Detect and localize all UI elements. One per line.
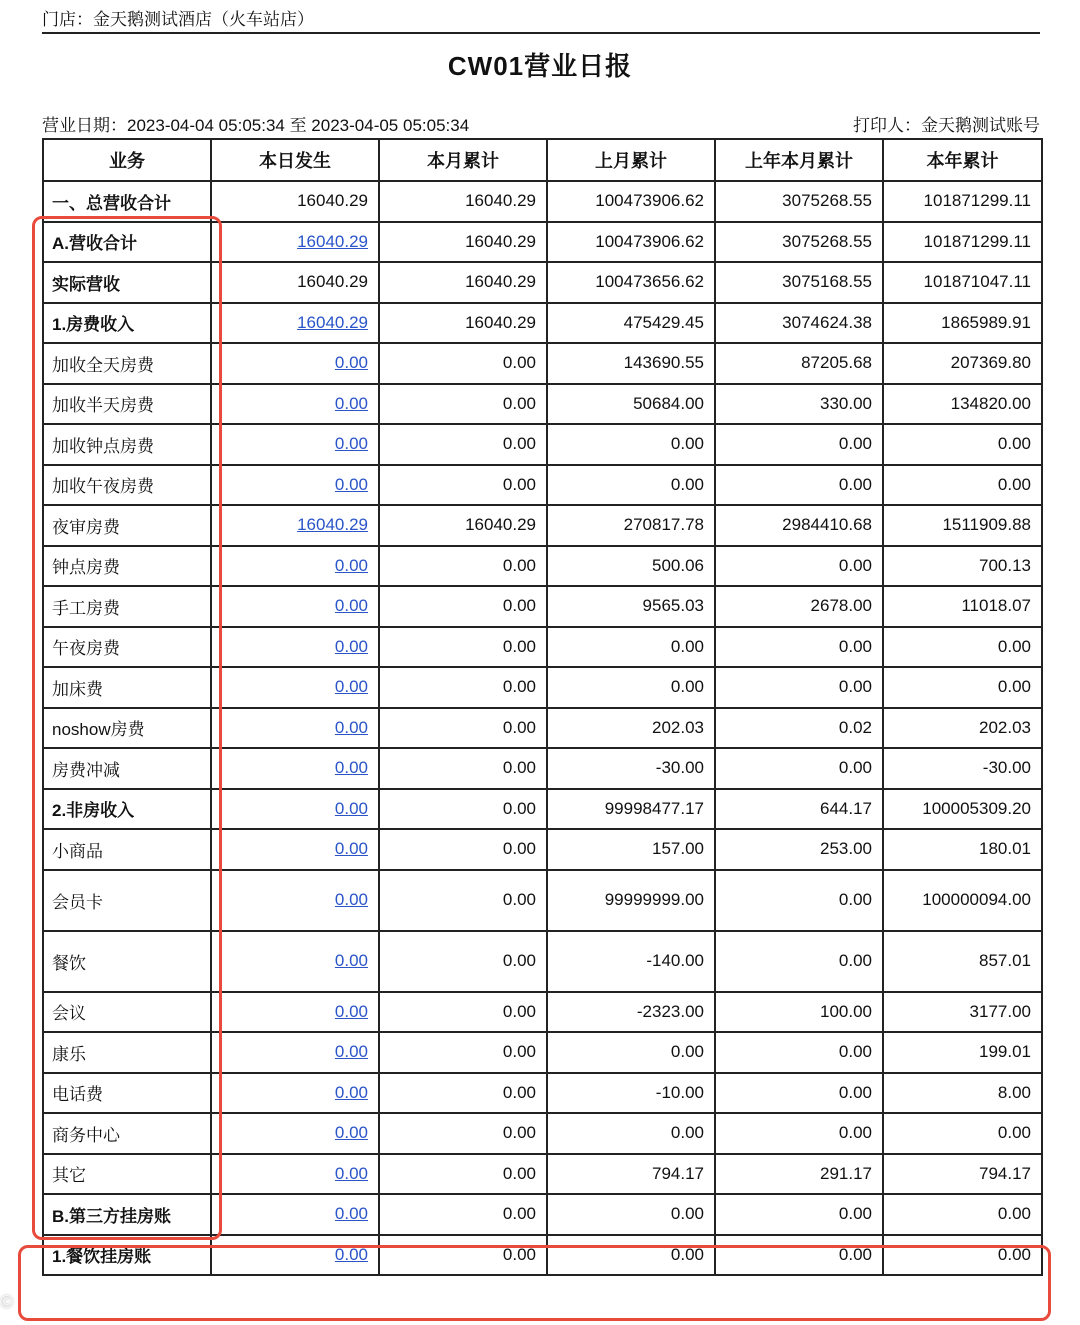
page-title: CW01营业日报: [447, 51, 633, 81]
month-to-date-value-cell: 16040.29: [379, 505, 547, 546]
today-value-cell: [211, 667, 379, 708]
last-month-value-cell: 0.00: [547, 1235, 715, 1276]
last-month-value-cell: 0.00: [547, 1113, 715, 1154]
month-to-date-value-cell: 0.00: [379, 870, 547, 931]
row-label: 2.非房收入: [43, 789, 211, 830]
today-value-link[interactable]: 16040.29: [297, 312, 368, 332]
last-month-value-cell: -30.00: [547, 748, 715, 789]
last-year-month-value-cell: 0.00: [715, 424, 883, 465]
today-value-cell: 16040.29: [211, 262, 379, 303]
last-month-value-cell: 100473656.62: [547, 262, 715, 303]
today-value-cell: [211, 870, 379, 931]
last-month-value-cell: 143690.55: [547, 343, 715, 384]
today-value-cell: [211, 586, 379, 627]
year-to-date-value-cell: 0.00: [883, 667, 1042, 708]
last-month-value-cell: 50684.00: [547, 384, 715, 425]
printer-label: 打印人：金天鹅测试账号: [853, 116, 1040, 135]
year-to-date-value-cell: 0.00: [883, 1113, 1042, 1154]
today-value-link[interactable]: 0.00: [334, 951, 368, 970]
table-row: [43, 586, 1042, 627]
table-row: [43, 424, 1042, 465]
last-month-value-cell: 0.00: [547, 1032, 715, 1073]
year-to-date-value-cell: 3177.00: [883, 992, 1042, 1033]
today-value-link[interactable]: 0.00: [334, 1163, 368, 1183]
year-to-date-value-cell: 11018.07: [883, 586, 1042, 627]
last-year-month-value-cell: 3075268.55: [715, 181, 883, 222]
table-row: [43, 303, 1042, 344]
month-to-date-value-cell: 0.00: [379, 1235, 547, 1276]
row-label: 康乐: [43, 1032, 211, 1073]
watermark-icon: ©: [0, 1292, 14, 1312]
today-value-cell: [211, 303, 379, 344]
year-to-date-value-cell: 202.03: [883, 708, 1042, 749]
month-to-date-value-cell: 16040.29: [379, 181, 547, 222]
last-month-value-cell: 794.17: [547, 1154, 715, 1195]
month-to-date-value-cell: 0.00: [379, 992, 547, 1033]
today-value-cell: [211, 384, 379, 425]
last-month-value-cell: 0.00: [547, 424, 715, 465]
last-month-value-cell: 0.00: [547, 465, 715, 506]
year-to-date-value-cell: 199.01: [883, 1032, 1042, 1073]
last-month-value-cell: 9565.03: [547, 586, 715, 627]
last-year-month-value-cell: 0.00: [715, 1235, 883, 1276]
row-label: 加收钟点房费: [43, 424, 211, 465]
row-label: 加收半天房费: [43, 384, 211, 425]
last-year-month-value-cell: 253.00: [715, 829, 883, 870]
table-row: [43, 181, 1042, 222]
row-label: 商务中心: [43, 1113, 211, 1154]
today-value-cell: [211, 1194, 379, 1235]
month-to-date-value-cell: 0.00: [379, 384, 547, 425]
row-label: 1.餐饮挂房账: [43, 1235, 211, 1276]
today-value-cell: [211, 829, 379, 870]
table-row: [43, 992, 1042, 1033]
table-row: [43, 829, 1042, 870]
table-row: [43, 1154, 1042, 1195]
column-header-last-year-month: 上年本月累计: [715, 139, 883, 181]
last-month-value-cell: 500.06: [547, 546, 715, 587]
month-to-date-value-cell: 0.00: [379, 1032, 547, 1073]
row-label: 餐饮: [43, 931, 211, 992]
table-row: [43, 931, 1042, 992]
month-to-date-value-cell: 0.00: [379, 627, 547, 668]
row-label: 其它: [43, 1154, 211, 1195]
row-label: 1.房费收入: [43, 303, 211, 344]
year-to-date-value-cell: 0.00: [883, 465, 1042, 506]
year-to-date-value-cell: 794.17: [883, 1154, 1042, 1195]
last-year-month-value-cell: 330.00: [715, 384, 883, 425]
year-to-date-value-cell: 207369.80: [883, 343, 1042, 384]
row-label: B.第三方挂房账: [43, 1194, 211, 1235]
last-year-month-value-cell: 0.00: [715, 1073, 883, 1114]
month-to-date-value-cell: 0.00: [379, 343, 547, 384]
today-value-cell: [211, 1235, 379, 1276]
today-value-cell: [211, 1032, 379, 1073]
table-row: [43, 667, 1042, 708]
row-label: 会员卡: [43, 870, 211, 931]
year-to-date-value-cell: -30.00: [883, 748, 1042, 789]
last-year-month-value-cell: 3074624.38: [715, 303, 883, 344]
today-value-cell: [211, 1073, 379, 1114]
business-date-range: 营业日期：2023-04-04 05:05:34 至 2023-04-05 05:05:34: [42, 116, 470, 135]
month-to-date-value-cell: 0.00: [379, 465, 547, 506]
table-row: [43, 1073, 1042, 1114]
month-to-date-value-cell: 0.00: [379, 1073, 547, 1114]
today-value-cell: [211, 1154, 379, 1195]
row-label: 手工房费: [43, 586, 211, 627]
table-row: [43, 546, 1042, 587]
last-month-value-cell: -140.00: [547, 931, 715, 992]
row-label: 加收全天房费: [43, 343, 211, 384]
month-to-date-value-cell: 0.00: [379, 1194, 547, 1235]
today-value-link[interactable]: 0.00: [334, 890, 368, 909]
last-month-value-cell: 0.00: [547, 667, 715, 708]
today-value-cell: [211, 1113, 379, 1154]
today-value-link[interactable]: 0.00: [334, 717, 368, 737]
today-value-cell: [211, 789, 379, 830]
row-label: 夜审房费: [43, 505, 211, 546]
last-year-month-value-cell: 0.00: [715, 870, 883, 931]
row-label: noshow房费: [43, 708, 211, 749]
table-row: [43, 262, 1042, 303]
last-month-value-cell: 270817.78: [547, 505, 715, 546]
last-year-month-value-cell: 0.00: [715, 546, 883, 587]
last-year-month-value-cell: 0.00: [715, 931, 883, 992]
year-to-date-value-cell: 700.13: [883, 546, 1042, 587]
today-value-cell: [211, 931, 379, 992]
today-value-cell: [211, 343, 379, 384]
table-row: [43, 1235, 1042, 1276]
table-row: [43, 1032, 1042, 1073]
last-year-month-value-cell: 3075268.55: [715, 222, 883, 263]
today-value-link[interactable]: 0.00: [334, 474, 368, 494]
today-value-link[interactable]: 0.00: [334, 1204, 368, 1224]
table-row: [43, 789, 1042, 830]
year-to-date-value-cell: 0.00: [883, 1235, 1042, 1276]
last-year-month-value-cell: 0.00: [715, 1194, 883, 1235]
last-year-month-value-cell: 644.17: [715, 789, 883, 830]
today-value-link[interactable]: 0.00: [334, 393, 368, 413]
month-to-date-value-cell: 0.00: [379, 931, 547, 992]
today-value-cell: [211, 424, 379, 465]
today-value-cell: [211, 222, 379, 263]
last-month-value-cell: 100473906.62: [547, 181, 715, 222]
today-value-link[interactable]: 0.00: [334, 758, 368, 778]
table-row: [43, 222, 1042, 263]
today-value-link[interactable]: 0.00: [334, 1082, 368, 1102]
month-to-date-value-cell: 16040.29: [379, 262, 547, 303]
row-label: 午夜房费: [43, 627, 211, 668]
today-value-link[interactable]: 0.00: [334, 1244, 368, 1264]
month-to-date-value-cell: 16040.29: [379, 222, 547, 263]
column-header-business: 业务: [43, 139, 211, 181]
year-to-date-value-cell: 0.00: [883, 424, 1042, 465]
table-row: [43, 708, 1042, 749]
month-to-date-value-cell: 0.00: [379, 1154, 547, 1195]
month-to-date-value-cell: 0.00: [379, 546, 547, 587]
today-value-link[interactable]: 16040.29: [297, 231, 368, 251]
report-meta: [42, 114, 1040, 138]
last-year-month-value-cell: 3075168.55: [715, 262, 883, 303]
table-row: [43, 465, 1042, 506]
daily-report-table: [42, 138, 1043, 1276]
today-value-cell: [211, 546, 379, 587]
month-to-date-value-cell: 0.00: [379, 708, 547, 749]
row-label: 电话费: [43, 1073, 211, 1114]
last-year-month-value-cell: 2678.00: [715, 586, 883, 627]
month-to-date-value-cell: 0.00: [379, 829, 547, 870]
table-row: [43, 384, 1042, 425]
row-label: 会议: [43, 992, 211, 1033]
row-label: 实际营收: [43, 262, 211, 303]
today-value-link[interactable]: 0.00: [334, 353, 368, 373]
year-to-date-value-cell: 180.01: [883, 829, 1042, 870]
month-to-date-value-cell: 0.00: [379, 748, 547, 789]
today-value-link[interactable]: 0.00: [334, 1042, 368, 1062]
last-month-value-cell: 99999999.00: [547, 870, 715, 931]
month-to-date-value-cell: 0.00: [379, 1113, 547, 1154]
today-value-cell: [211, 627, 379, 668]
today-value-link[interactable]: 0.00: [334, 839, 368, 859]
year-to-date-value-cell: 100005309.20: [883, 789, 1042, 830]
last-year-month-value-cell: 2984410.68: [715, 505, 883, 546]
last-year-month-value-cell: 0.00: [715, 1113, 883, 1154]
row-label: 房费冲减: [43, 748, 211, 789]
today-value-link[interactable]: 0.00: [334, 1123, 368, 1143]
year-to-date-value-cell: 101871299.11: [883, 222, 1042, 263]
last-month-value-cell: 202.03: [547, 708, 715, 749]
last-year-month-value-cell: 0.00: [715, 748, 883, 789]
table-row: [43, 748, 1042, 789]
table-row: [43, 627, 1042, 668]
last-year-month-value-cell: 0.00: [715, 627, 883, 668]
year-to-date-value-cell: 101871047.11: [883, 262, 1042, 303]
year-to-date-value-cell: 857.01: [883, 931, 1042, 992]
today-value-link[interactable]: 0.00: [334, 596, 368, 616]
last-month-value-cell: 100473906.62: [547, 222, 715, 263]
row-label: 小商品: [43, 829, 211, 870]
last-month-value-cell: 0.00: [547, 1194, 715, 1235]
column-header-today: 本日发生: [211, 139, 379, 181]
today-value-link[interactable]: 0.00: [334, 798, 368, 818]
month-to-date-value-cell: 0.00: [379, 667, 547, 708]
today-value-cell: [211, 505, 379, 546]
today-value-cell: [211, 465, 379, 506]
year-to-date-value-cell: 101871299.11: [883, 181, 1042, 222]
row-label: 钟点房费: [43, 546, 211, 587]
today-value-cell: 16040.29: [211, 181, 379, 222]
today-value-link[interactable]: 0.00: [334, 434, 368, 454]
month-to-date-value-cell: 0.00: [379, 789, 547, 830]
last-month-value-cell: 99998477.17: [547, 789, 715, 830]
today-value-cell: [211, 708, 379, 749]
year-to-date-value-cell: 0.00: [883, 627, 1042, 668]
month-to-date-value-cell: 0.00: [379, 424, 547, 465]
today-value-link[interactable]: 0.00: [334, 636, 368, 656]
last-year-month-value-cell: 87205.68: [715, 343, 883, 384]
year-to-date-value-cell: 134820.00: [883, 384, 1042, 425]
year-to-date-value-cell: 1511909.88: [883, 505, 1042, 546]
year-to-date-value-cell: 8.00: [883, 1073, 1042, 1114]
last-year-month-value-cell: 0.02: [715, 708, 883, 749]
row-label: 一、总营收合计: [43, 181, 211, 222]
year-to-date-value-cell: 1865989.91: [883, 303, 1042, 344]
table-row: [43, 1113, 1042, 1154]
table-row: [43, 343, 1042, 384]
last-year-month-value-cell: 0.00: [715, 667, 883, 708]
today-value-link[interactable]: 0.00: [334, 1001, 368, 1021]
last-month-value-cell: 157.00: [547, 829, 715, 870]
table-row: [43, 870, 1042, 931]
table-row: [43, 505, 1042, 546]
table-row: [43, 1194, 1042, 1235]
month-to-date-value-cell: 16040.29: [379, 303, 547, 344]
last-year-month-value-cell: 0.00: [715, 1032, 883, 1073]
last-month-value-cell: -2323.00: [547, 992, 715, 1033]
last-month-value-cell: -10.00: [547, 1073, 715, 1114]
today-value-link[interactable]: 16040.29: [297, 515, 368, 535]
today-value-cell: [211, 992, 379, 1033]
year-to-date-value-cell: 100000094.00: [883, 870, 1042, 931]
row-label: A.营收合计: [43, 222, 211, 263]
last-year-month-value-cell: 0.00: [715, 465, 883, 506]
today-value-link[interactable]: 0.00: [334, 555, 368, 575]
table-body: [43, 181, 1042, 1275]
last-month-value-cell: 0.00: [547, 627, 715, 668]
today-value-cell: [211, 748, 379, 789]
year-to-date-value-cell: 0.00: [883, 1194, 1042, 1235]
row-label: 加收午夜房费: [43, 465, 211, 506]
month-to-date-value-cell: 0.00: [379, 586, 547, 627]
last-year-month-value-cell: 291.17: [715, 1154, 883, 1195]
last-year-month-value-cell: 100.00: [715, 992, 883, 1033]
row-label: 加床费: [43, 667, 211, 708]
column-header-year-to-date: 本年累计: [883, 139, 1042, 181]
column-header-last-month: 上月累计: [547, 139, 715, 181]
store-label: 门店：金天鹅测试酒店（火车站店）: [42, 8, 1040, 34]
table-header-row: [43, 139, 1042, 181]
today-value-link[interactable]: 0.00: [334, 677, 368, 697]
column-header-month-to-date: 本月累计: [379, 139, 547, 181]
last-month-value-cell: 475429.45: [547, 303, 715, 344]
